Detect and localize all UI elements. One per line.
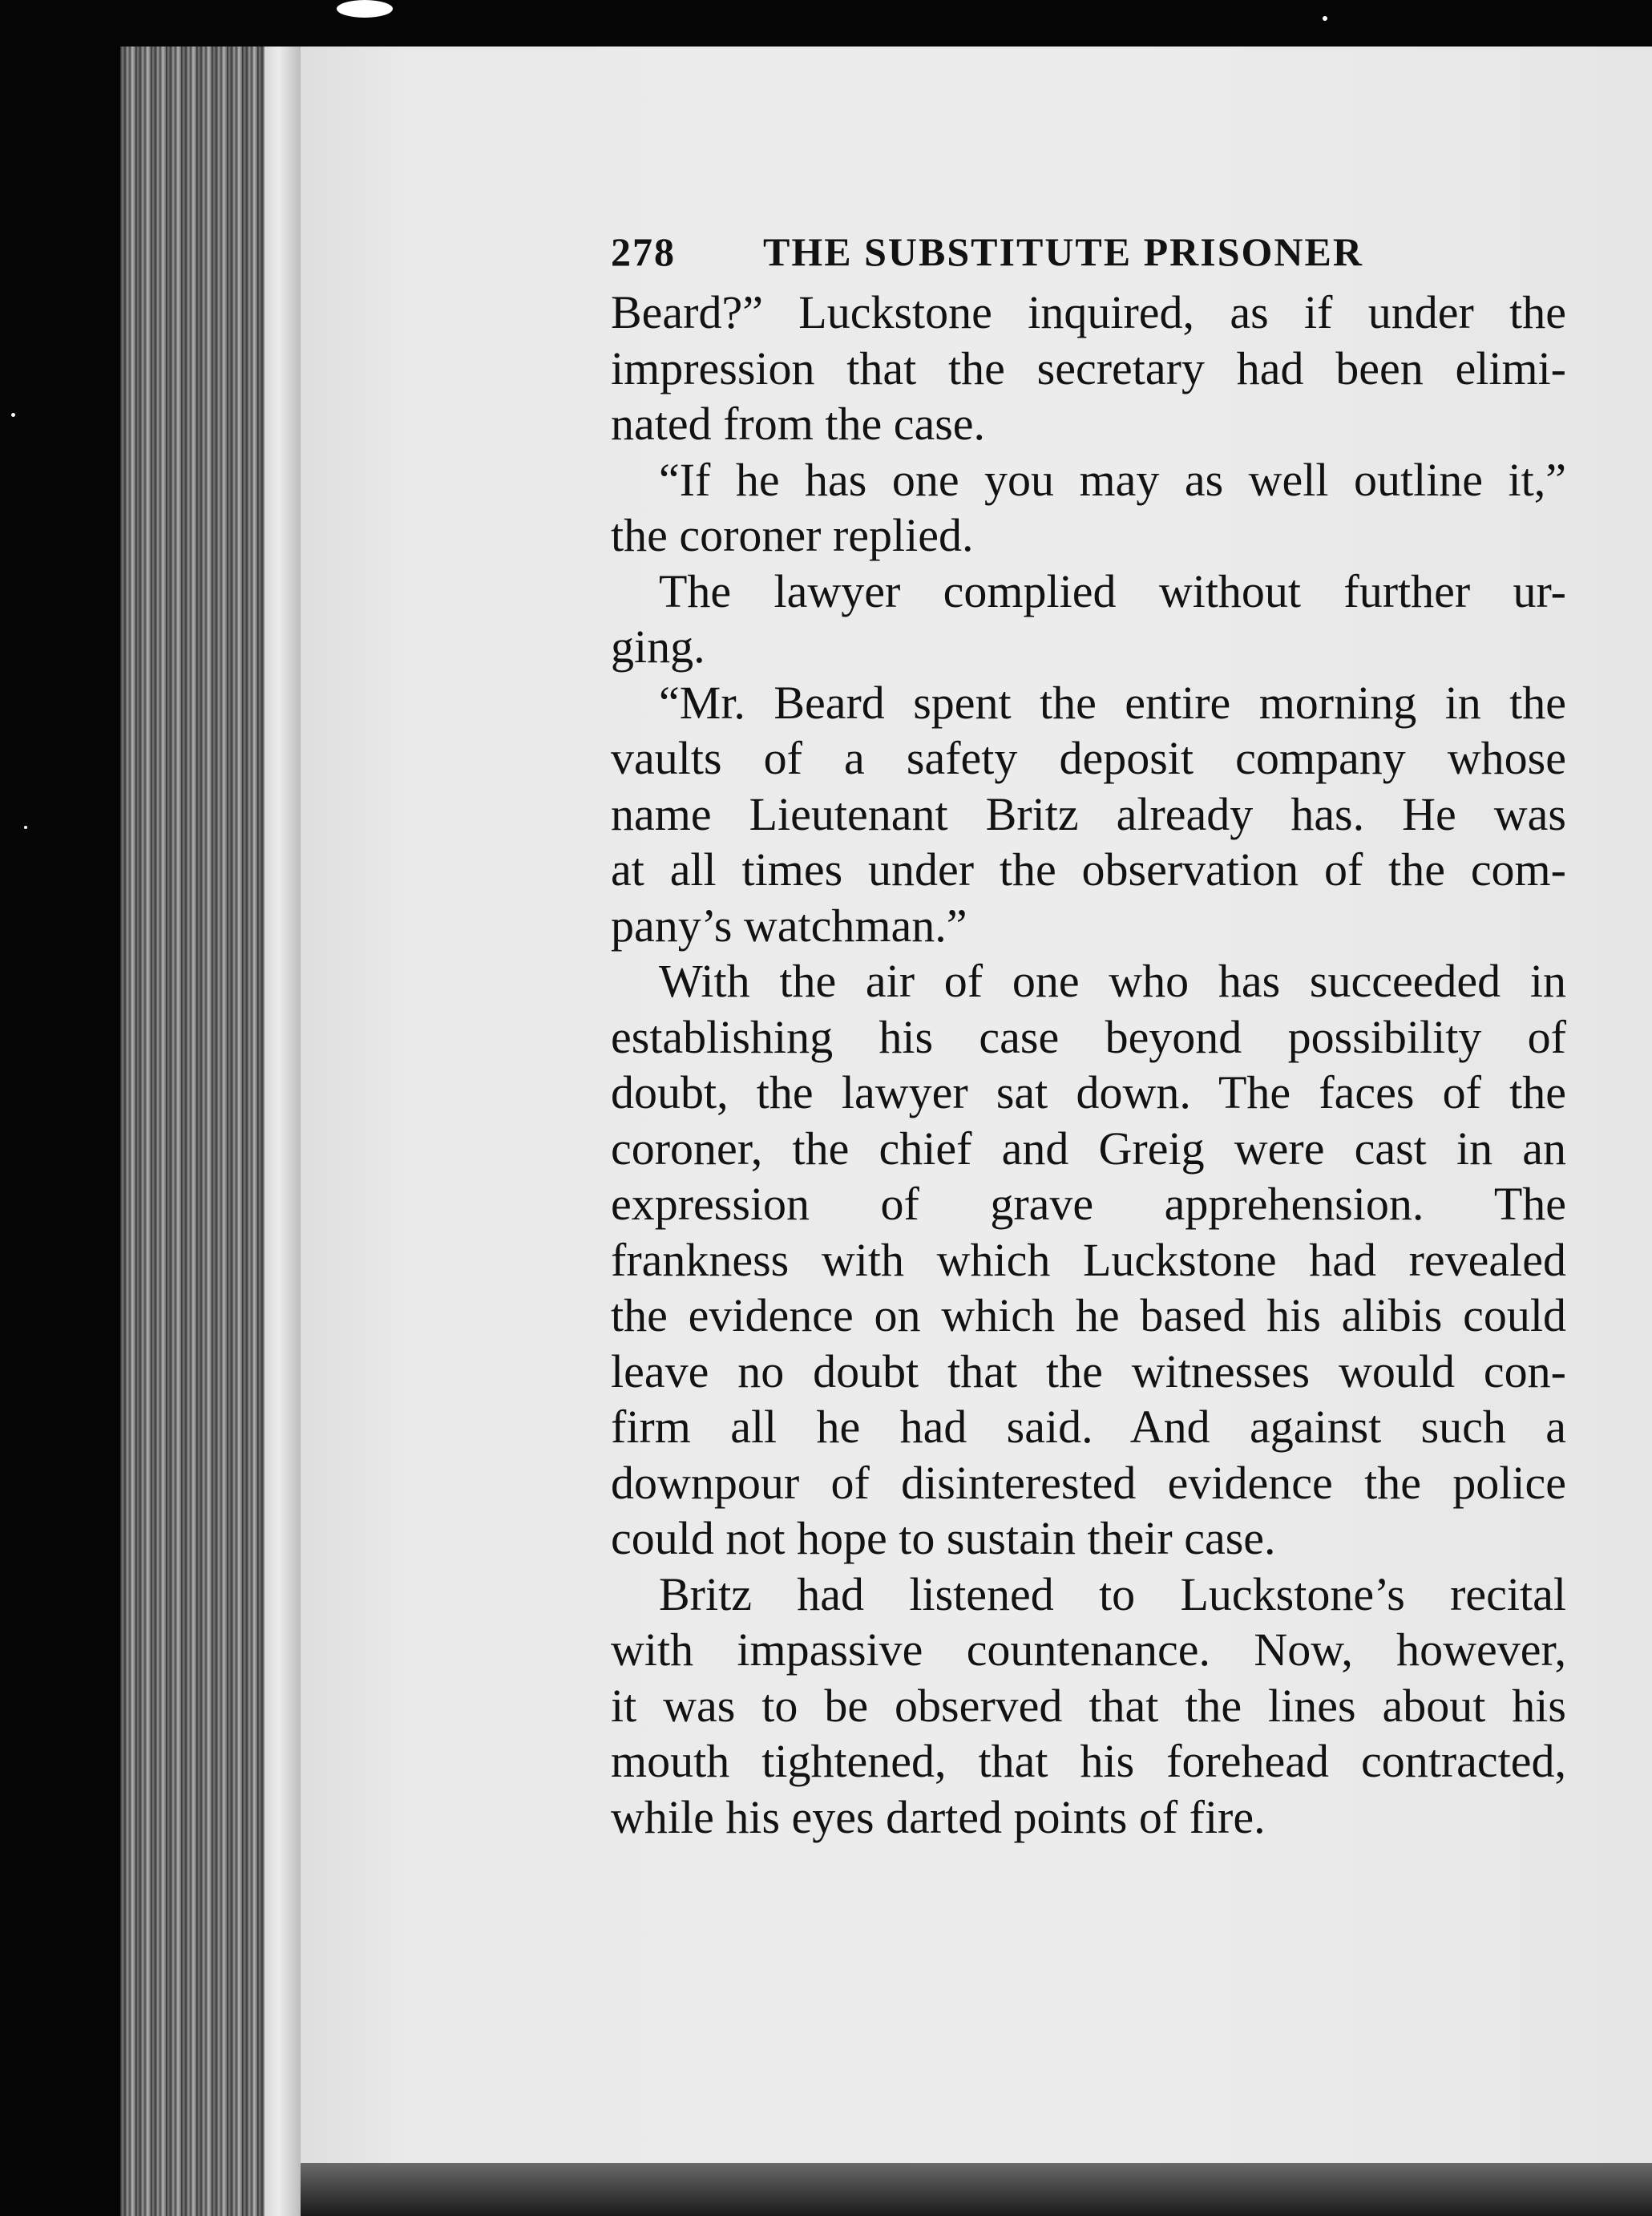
text-line: it was to be observed that the lines about his — [611, 1679, 1566, 1732]
text-line: leave no doubt that the witnesses would con- — [611, 1345, 1566, 1397]
text-line: downpour of disinterested evidence the police — [611, 1456, 1566, 1509]
text-line: “Mr. Beard spent the entire morning in the — [659, 676, 1566, 729]
running-title: THE SUBSTITUTE PRISONER — [763, 229, 1364, 274]
scan-speck — [1323, 16, 1327, 21]
text-block — [611, 228, 1566, 1845]
text-line: With the air of one who has succeeded in — [659, 955, 1566, 1007]
text-line: could not hope to sustain their case. — [611, 1512, 1276, 1564]
text-line: coroner, the chief and Greig were cast in an — [611, 1122, 1566, 1175]
text-line: mouth tightened, that his forehead contracted, — [611, 1735, 1566, 1787]
scan-speck — [337, 0, 393, 18]
text-line: Britz had listened to Luckstone’s recital — [659, 1567, 1566, 1620]
text-line: expression of grave apprehension. The — [611, 1178, 1566, 1230]
text-line: pany’s watchman.” — [611, 899, 967, 952]
text-line: with impassive countenance. Now, however, — [611, 1624, 1566, 1676]
page-bottom-shadow — [301, 2163, 1652, 2216]
text-line: “If he has one you may as well outline it,” — [659, 453, 1566, 506]
text-line: name Lieutenant Britz already has. He was — [611, 787, 1566, 840]
body-text — [611, 285, 1566, 1845]
text-line: the evidence on which he based his alibis could — [611, 1289, 1566, 1341]
text-line: vaults of a safety deposit company whose — [611, 732, 1566, 784]
text-line: ging. — [611, 621, 705, 673]
text-line: frankness with which Luckstone had revealed — [611, 1233, 1566, 1286]
text-line: at all times under the observation of the com- — [611, 843, 1566, 896]
page-edges — [120, 47, 301, 2216]
text-line: Beard?” Luckstone inquired, as if under the — [611, 286, 1566, 338]
text-line: doubt, the lawyer sat down. The faces of the — [611, 1066, 1566, 1118]
text-line: nated from the case. — [611, 398, 986, 450]
text-line: while his eyes darted points of fire. — [611, 1790, 1266, 1843]
text-line: impression that the secretary had been elimi- — [611, 342, 1566, 394]
text-line: The lawyer complied without further ur- — [659, 564, 1566, 617]
scan-speck — [11, 413, 15, 417]
running-head — [611, 228, 1566, 285]
text-line: the coroner replied. — [611, 509, 974, 561]
page-number: 278 — [611, 229, 676, 274]
text-line: establishing his case beyond possibility of — [611, 1010, 1566, 1063]
text-line: firm all he had said. And against such a — [611, 1401, 1566, 1453]
scan-speck — [24, 826, 27, 829]
